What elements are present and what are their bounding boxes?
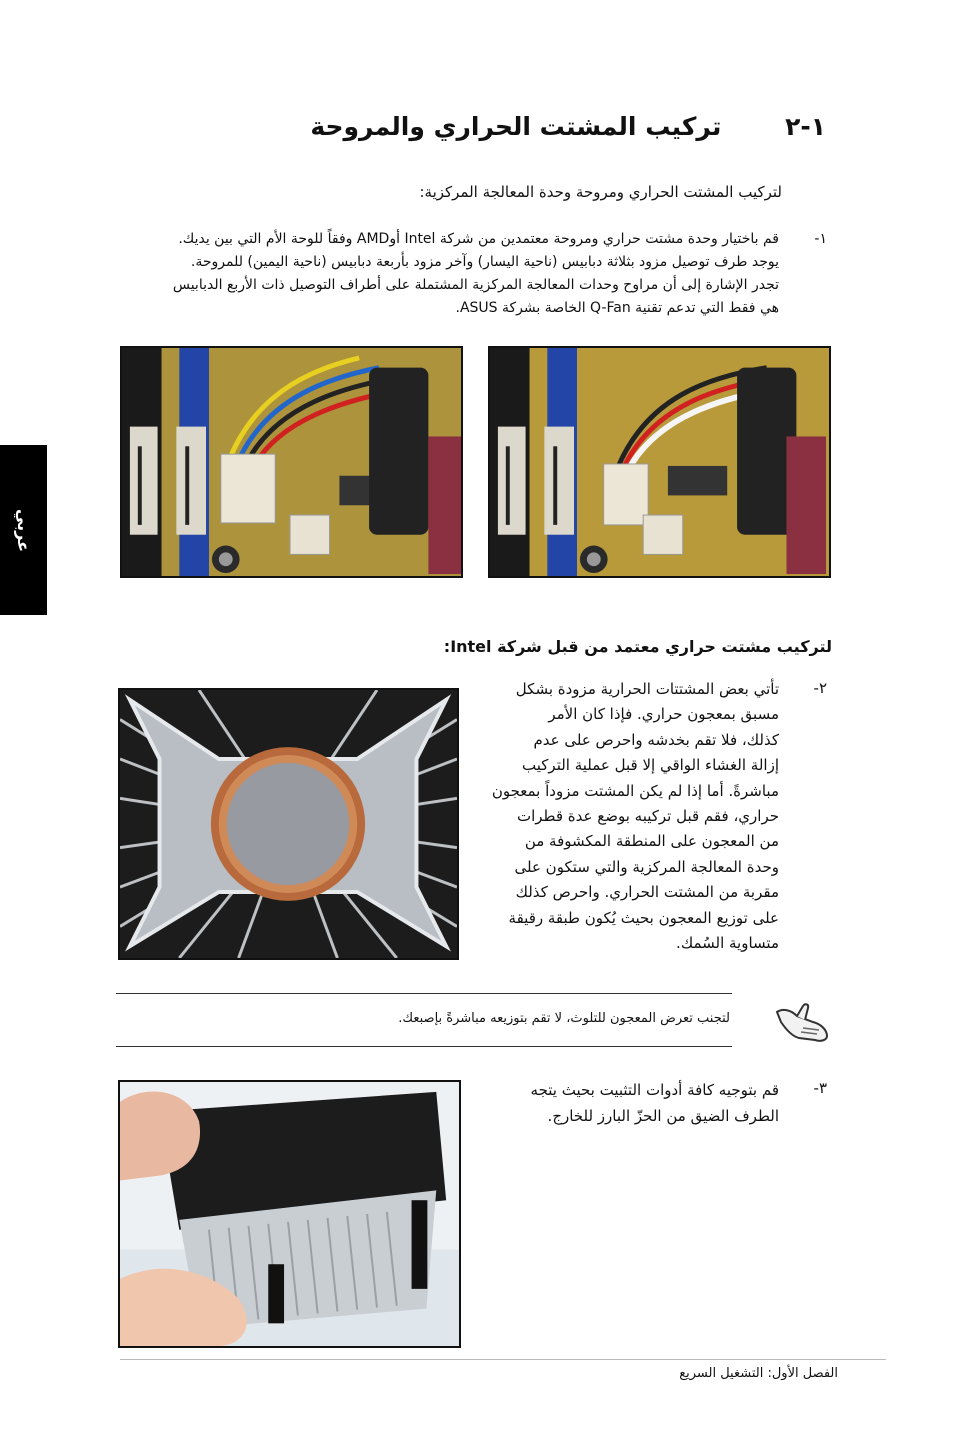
section-heading	[266, 112, 826, 141]
footer-divider	[120, 1359, 886, 1360]
language-side-tab	[0, 445, 47, 615]
note-divider-bottom	[116, 1046, 732, 1047]
page-footer: الفصل الأول: التشغيل السريع	[679, 1366, 838, 1381]
step-3	[497, 1077, 827, 1137]
step-1-line: قم باختيار وحدة مشتت حراري ومروحة معتمدين من شركة Intel أوAMD وفقاً للوحة الأم التي بين يديك.	[178, 231, 779, 247]
step-2-line: مقربة من المشتت الحراري. واحرص كذلك	[515, 883, 779, 902]
step-3-line: قم بتوجيه كافة أدوات التثبيت بحيث يتجه	[530, 1081, 779, 1099]
step-2-body	[467, 677, 779, 956]
step-2-marker: ٢-	[813, 679, 827, 697]
step-2-line: مباشرةً. أما إذا لم يكن المشتت مزوداً بمعجون	[491, 781, 779, 800]
step-3-body	[497, 1077, 779, 1129]
step-1-body	[124, 228, 779, 320]
photo-fan-fasteners	[118, 1080, 461, 1348]
hand-note-icon	[773, 998, 831, 1044]
step-1-line: يوجد طرف توصيل مزود بثلاثة دبابيس (ناحية اليسار) وآخر مزود بأربعة دبابيس (ناحية اليمين) للمروحة.	[190, 254, 779, 270]
note-text: لتجنب تعرض المعجون للتلوث، لا تقم بتوزيعه مباشرةً بإصبعك.	[398, 1011, 730, 1026]
step-3-line: الطرف الضيق من الحزّ البارز للخارج.	[547, 1107, 779, 1125]
step-2-line: إزالة الغشاء الواقي إلا قبل عملية التركيب	[522, 756, 779, 775]
step-2-line: على توزيع المعجون بحيث يُكون طبقة رقيقة	[508, 908, 779, 927]
intel-subheading: لتركيب مشتت حراري معتمد من قبل شركة Intel:	[443, 637, 832, 656]
language-tab-label: عربي	[13, 508, 33, 552]
photo-4pin-connector	[120, 346, 463, 578]
step-1-line: هي فقط التي تدعم تقنية Q-Fan الخاصة بشركة ASUS.	[455, 300, 779, 316]
step-1-marker: ١-	[814, 231, 827, 247]
note-divider-top	[116, 993, 732, 994]
step-3-marker: ٣-	[813, 1079, 827, 1097]
step-1-line: تجدر الإشارة إلى أن مراوح وحدات المعالجة المركزية المشتملة على أطراف التوصيل ذات الأربع الدبابيس	[172, 277, 779, 293]
step-1	[127, 228, 827, 328]
intro-text: لتركيب المشتت الحراري ومروحة وحدة المعالجة المركزية:	[419, 183, 782, 201]
photo-heatsink-base	[118, 688, 459, 960]
section-number: ١-٢	[785, 112, 826, 141]
step-2-line: كذلك، فلا تقم بخدشه واحرص على عدم	[533, 730, 779, 749]
step-2-line: حراري، فقم قبل تركيبه بوضع عدة قطرات	[516, 807, 779, 826]
step-2	[467, 677, 827, 962]
step-2-line: تأتي بعض المشتتات الحرارية مزودة بشكل	[515, 680, 779, 698]
step-2-line: مسبق بمعجون حراري. فإذا كان الأمر	[548, 705, 779, 724]
step-2-line: من المعجون على المنطقة المكشوفة من	[524, 832, 779, 851]
step-2-line: متساوية السُمك.	[676, 934, 779, 953]
step-2-line: وحدة المعالجة المركزية والتي ستكون على	[514, 857, 779, 876]
section-title: تركيب المشتت الحراري والمروحة	[310, 112, 722, 141]
photo-3pin-connector	[488, 346, 831, 578]
